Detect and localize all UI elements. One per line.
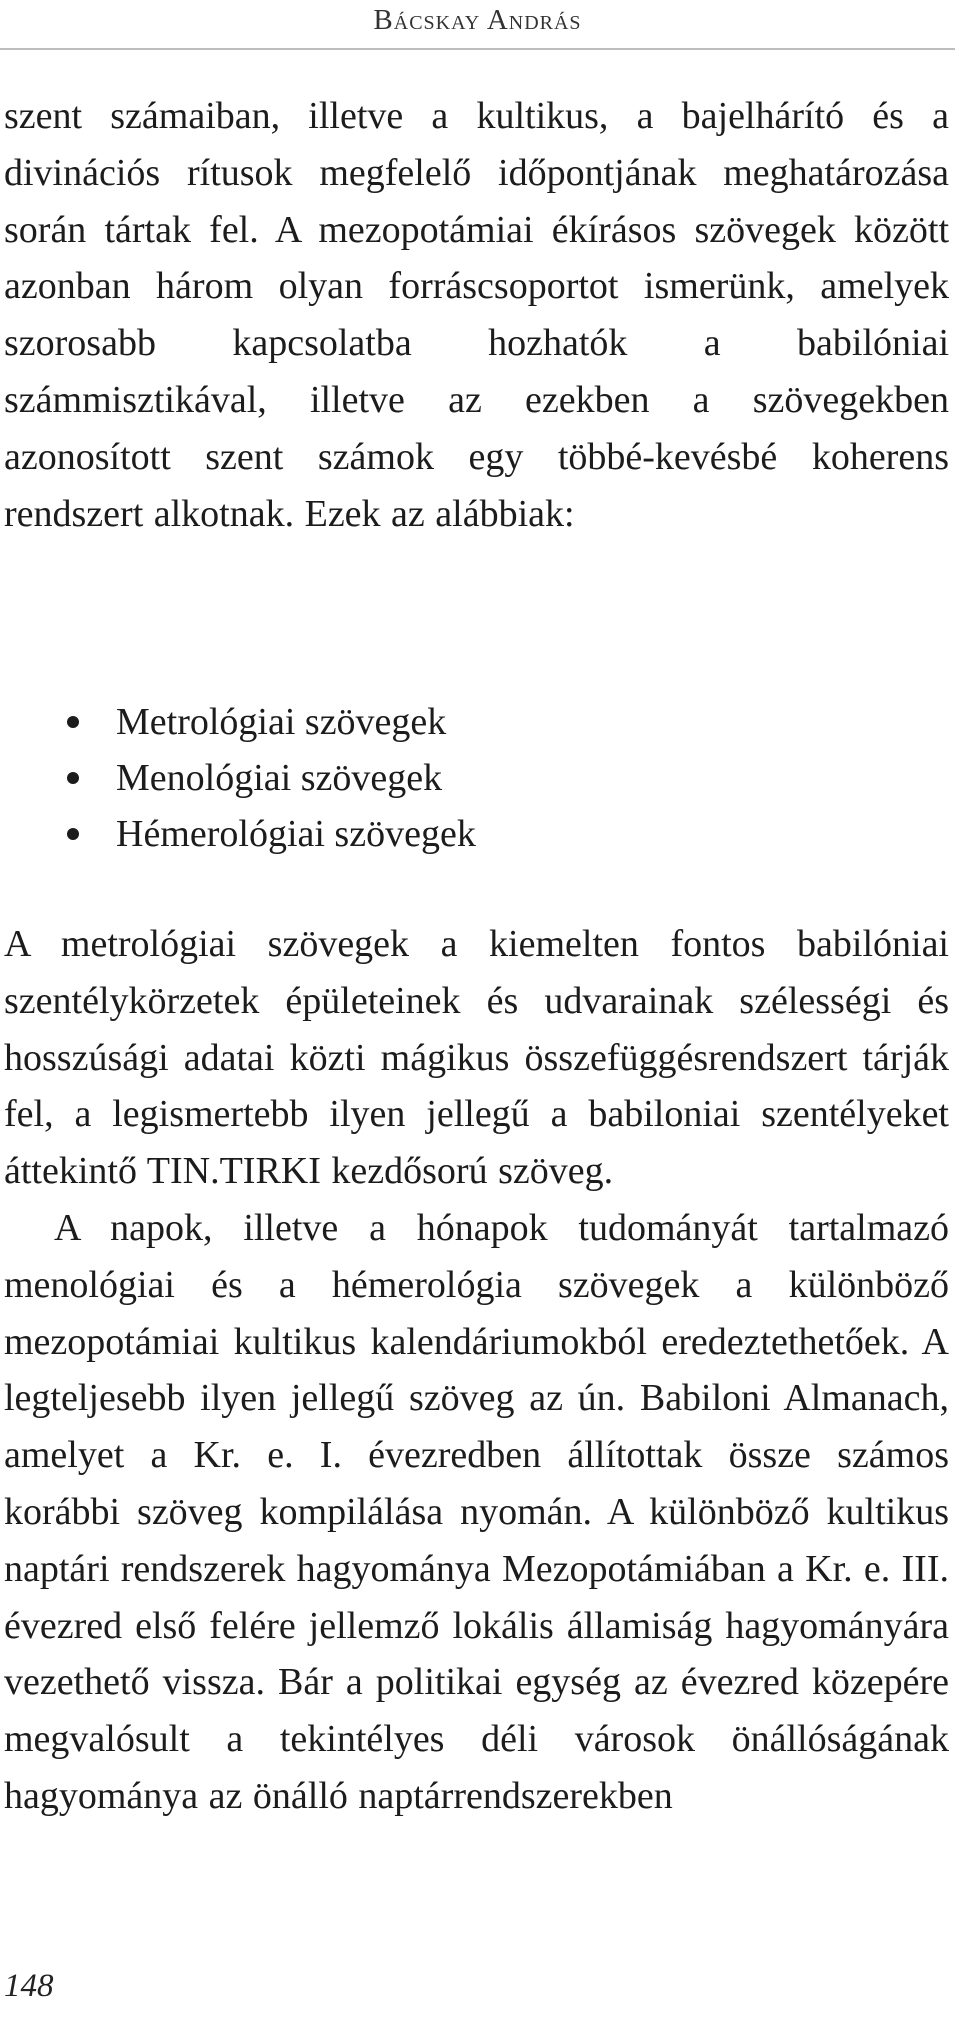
list-item [0,750,955,806]
bullet-list [0,694,955,862]
list-item-text: Menológiai szövegek [116,757,443,799]
list-item [0,694,955,750]
running-head: Bácskay András [373,4,582,36]
page-number: 148 [4,1968,54,2004]
list-item-text: Hémerológiai szövegek [116,813,476,855]
list-item [0,806,955,862]
bullet-icon [67,716,79,728]
bullet-icon [67,828,79,840]
body-paragraph-1: szent számaiban, illetve a kultikus, a bajelhárító és a divinációs rítusok megfelelő időpontjának meghatározása során tártak fel. A mezopotámiai ékírásos szövegek között azonban három olyan forráscsoportot ismerünk, amelyek szorosabb kapcsolatba hozhatók a babilóniai számmisztikával, illetve az ezekben a szövegekben azonosított szent számok egy többé-kevésbé koherens rendszert alkotnak. Ezek az alábbiak: [4,95,949,535]
header-rule [0,48,955,50]
list-item-text: Metrológiai szövegek [116,701,447,743]
body-text-block [4,916,949,1825]
bullet-icon [67,772,79,784]
body-paragraph-2: A metrológiai szövegek a kiemelten fontos babilóniai szentélykörzetek épületeinek és udvarainak szélességi és hosszúsági adatai közti mágikus összefüggésrendszert tárják fel, a legismertebb ilyen jellegű a babiloniai szentélyeket áttekintő TIN.TIRKI kezdősorú szöveg. [4,923,949,1193]
body-paragraph-3: A napok, illetve a hónapok tudományát tartalmazó menológiai és a hémerológia szövegek a különböző mezopotámiai kultikus kalendáriumokból eredeztethetőek. A legteljesebb ilyen jellegű szöveg az ún. Babiloni Almanach, amelyet a Kr. e. I. évezredben állítottak össze számos korábbi szöveg kompilálása nyomán. A különböző kultikus naptári rendszerek hagyománya Mezopotámiában a Kr. e. III. évezred első felére jellemző lokális államiság hagyományára vezethető vissza. Bár a politikai egység az évezred közepére megvalósult a tekintélyes déli városok önállóságának hagyománya az önálló naptárrendszerekben [4,1206,949,1817]
